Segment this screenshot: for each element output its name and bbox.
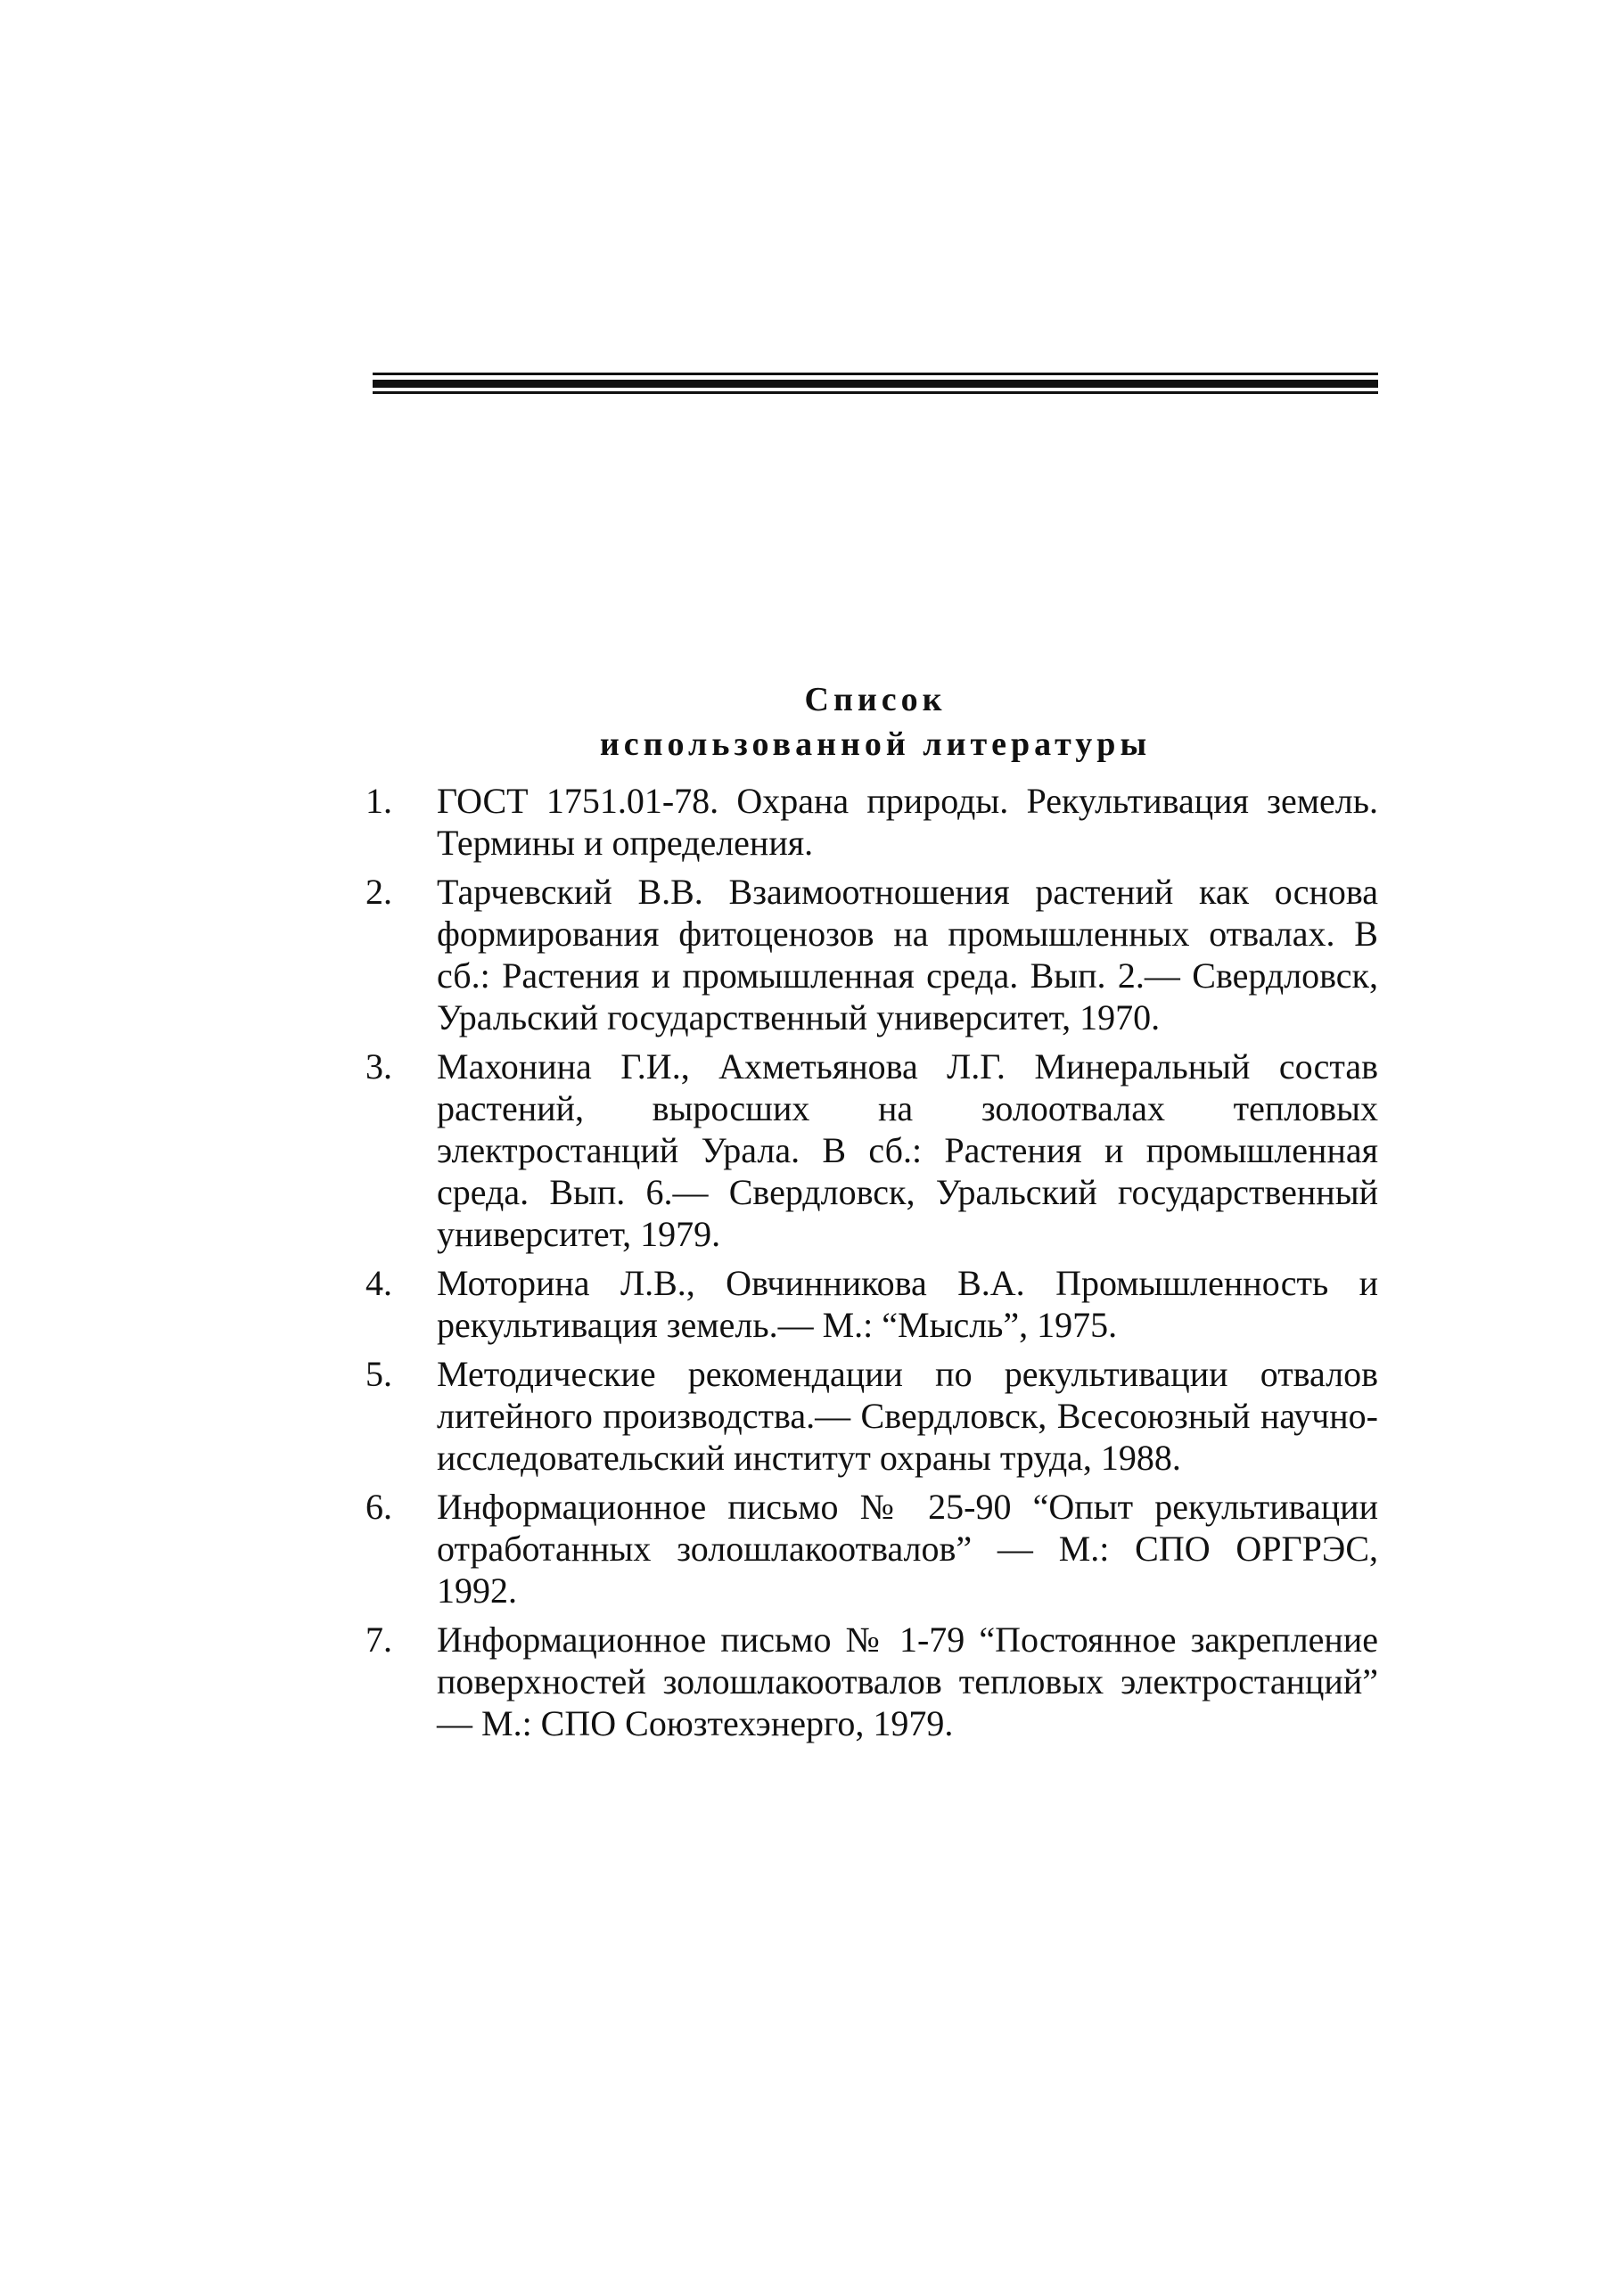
reference-item-2 [365,871,1378,1038]
reference-item-5 [365,1353,1378,1479]
reference-text: Махонина Г.И., Ахметьянова Л.Г. Минеральный состав растений, выросших на золоотвалах тепловых электростанций Урала. В сб.: Растения и промышленная среда. Вып. 6.— Свердловск, Уральский государственный университет, 1979. [437,1046,1378,1254]
reference-text: Моторина Л.В., Овчинникова В.А. Промышленность и рекультивация земель.— М.: “Мысль”, 1975. [437,1263,1378,1345]
page-title [373,677,1378,767]
page-title-line2: использованной литературы [599,726,1152,764]
reference-item-6 [365,1486,1378,1611]
header-rule-thin-bottom [373,391,1378,394]
reference-text: Методические рекомендации по рекультивации отвалов литейного производства.— Свердловск, Всесоюзный научно-исследовательский институт охраны труда, 1988. [437,1354,1378,1478]
reference-item-3 [365,1046,1378,1255]
reference-number: 1. [365,781,392,821]
reference-text: Информационное письмо № 25-90 “Опыт рекультивации отработанных золошлакоотвалов” — М.: СПО ОРГРЭС, 1992. [437,1487,1378,1611]
reference-number: 4. [365,1263,392,1303]
reference-list [365,780,1378,1751]
page-title-line1: Список [804,681,947,719]
reference-number: 7. [365,1620,392,1660]
reference-item-1 [365,780,1378,864]
reference-number: 6. [365,1487,392,1527]
reference-text: ГОСТ 1751.01-78. Охрана природы. Рекультивация земель. Термины и определения. [437,781,1378,863]
reference-item-7 [365,1619,1378,1744]
header-rule-thick [373,380,1378,388]
header-rule [373,373,1378,394]
reference-text: Информационное письмо № 1-79 “Постоянное закрепление поверхностей золошлакоотвалов тепловых электростанций” — М.: СПО Союзтехэнерго, 1979. [437,1620,1378,1743]
reference-text: Тарчевский В.В. Взаимоотношения растений как основа формирования фитоценозов на промышленных отвалах. В сб.: Растения и промышленная среда. Вып. 2.— Свердловск, Уральский государственный университет, 1970. [437,872,1378,1037]
reference-number: 5. [365,1354,392,1394]
reference-number: 2. [365,872,392,912]
reference-number: 3. [365,1046,392,1086]
reference-item-4 [365,1262,1378,1346]
